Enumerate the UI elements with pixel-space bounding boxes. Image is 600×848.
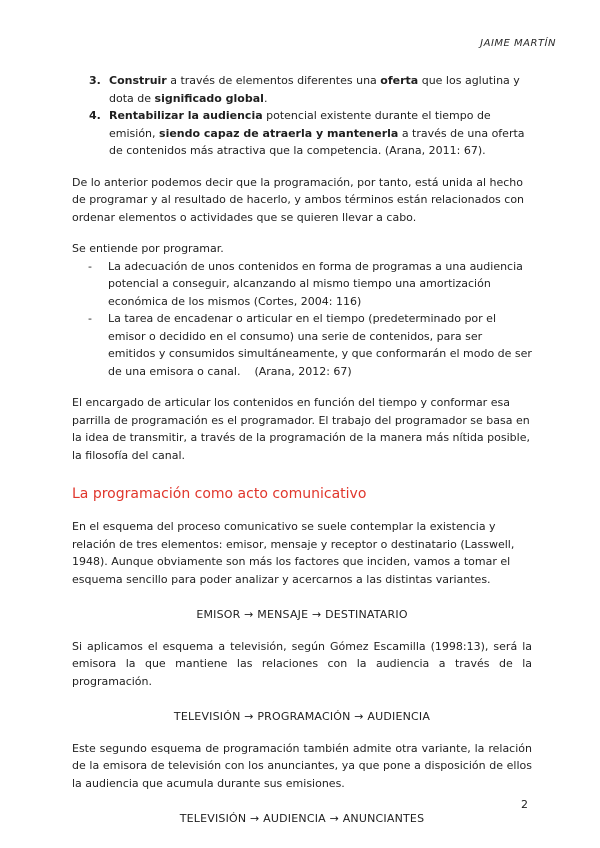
page-content — [72, 72, 536, 828]
item-number: 3. — [89, 74, 101, 87]
paragraph-television-scheme: Si aplicamos el esquema a televisión, según Gómez Escamilla (1998:13), será la emisora la que mantiene las relaciones con la audiencia a través de la programación. — [72, 639, 532, 688]
item-text-bold: significado global — [154, 91, 264, 105]
page-number: 2 — [521, 798, 528, 811]
item-text-bold: Construir — [109, 74, 167, 87]
item-text: a través de una oferta de contenidos más atractiva que la competencia. (Arana, 2011: 67). — [109, 126, 525, 157]
scheme-television-programacion-audiencia: TELEVISIÓN → PROGRAMACIÓN → AUDIENCIA — [173, 710, 431, 723]
item-number: 4. — [89, 109, 101, 122]
numbered-item-4 — [89, 107, 532, 160]
item-text-bold: oferta — [380, 74, 419, 87]
item-text: que los aglutina y dota de — [109, 74, 520, 105]
item-text-bold: Rentabilizar la audiencia — [109, 109, 263, 122]
definition-item — [88, 310, 536, 380]
item-text-bold: siendo capaz de atraerla y mantenerla — [159, 126, 399, 140]
paragraph-communication-scheme: En el esquema del proceso comunicativo se suele contemplar la existencia y relación de tres elementos: emisor, mensaje y receptor o destinatario (Lasswell, 1948). Aunque obviamente son más los factores que inciden, vamos a tomar el esquema sencillo para poder analizar y acercarnos a las distintas variantes. — [72, 520, 515, 586]
scheme-television-audiencia-anunciantes: TELEVISIÓN → AUDIENCIA → ANUNCIANTES — [179, 812, 425, 825]
header-author: JAIME MARTÍN — [480, 38, 556, 49]
section-title: La programación como acto comunicativo — [72, 486, 367, 502]
item-text: . — [263, 91, 268, 105]
item-text: a través de elementos diferentes una — [166, 74, 381, 87]
numbered-list — [72, 72, 532, 160]
definition-item — [88, 258, 532, 311]
paragraph-programmer: El encargado de articular los contenidos en función del tiempo y conformar esa parrilla de programación es el programador. El trabajo del programador se basa en la idea de transmitir, a través de la programación de la manera más nítida posible, la filosofía del canal. — [72, 396, 530, 462]
definition-lead: Se entiende por programar. — [72, 242, 224, 255]
paragraph-advertisers: Este segundo esquema de programación también admite otra variante, la relación de la emisora de televisión con los anunciantes, ya que pone a disposición de ellos la audiencia que acumula durante sus emisiones. — [72, 741, 532, 790]
numbered-item-3 — [89, 72, 532, 107]
paragraph-programming-definition: De lo anterior podemos decir que la programación, por tanto, está unida al hecho de programar y al resultado de hacerlo, y ambos términos están relacionados con ordenar elementos o actividades que se quieren llevar a cabo. — [72, 175, 525, 224]
scheme-emisor-mensaje-destinatario: EMISOR → MENSAJE → DESTINATARIO — [196, 608, 408, 621]
item-text: potencial existente durante el tiempo de emisión, — [109, 109, 491, 140]
dash-bullet: - — [88, 312, 92, 325]
definition-text: La tarea de encadenar o articular en el tiempo (predeterminado por el emisor o decidido en el consumo) una serie de contenidos, para ser emitidos y consumidos simultáneamente, y que conformarán el modo de ser de una emisora o canal. (Arana, 2012: 67) — [108, 312, 536, 378]
definition-list — [72, 258, 536, 381]
definition-text: La adecuación de unos contenidos en forma de programas a una audiencia potencial a conseguir, alcanzando al mismo tiempo una amortización económica de los mismos (Cortes, 2004: 116) — [108, 259, 523, 308]
dash-bullet: - — [88, 259, 92, 273]
